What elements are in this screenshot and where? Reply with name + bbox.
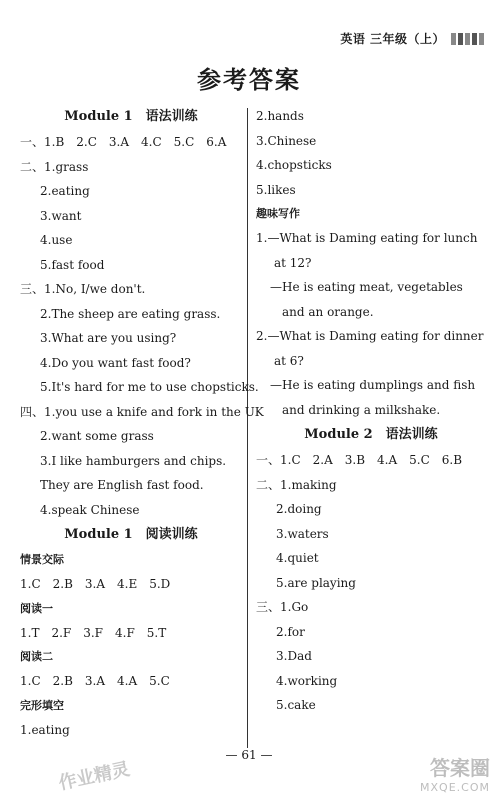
header-decoration: [451, 33, 484, 45]
cloze-first: 1.eating: [20, 722, 70, 737]
r-part3-2: 2.for: [276, 624, 305, 639]
r-part2-3: 3.waters: [276, 526, 329, 541]
watermark-left: 作业精灵: [56, 758, 132, 795]
r-part2-5: 5.are playing: [276, 575, 356, 590]
watermark-right: [420, 752, 490, 794]
page-header: [340, 30, 484, 47]
r-part3-5: 5.cake: [276, 698, 316, 712]
page-number: — 61 —: [225, 748, 273, 762]
l-part4-2: 2.want some grass: [40, 429, 154, 443]
l-part3-2: 2.The sheep are eating grass.: [40, 306, 221, 321]
page-title: 参考答案: [197, 66, 301, 94]
reading1-heading: 阅读一: [20, 601, 53, 615]
reading1-answers: 1.T 2.F 3.F 4.F 5.T: [20, 625, 167, 640]
r-part2-4: 4.quiet: [276, 551, 319, 565]
part-label: 一、: [256, 453, 281, 467]
answer-item: 1.you use a knife and fork in the UK: [44, 404, 264, 419]
part-label: 四、: [20, 404, 45, 419]
writing-heading: 趣味写作: [256, 207, 300, 220]
l-part3-5: 5.It's hard for me to use chopsticks.: [40, 380, 259, 394]
answer-item: 1.grass: [44, 159, 89, 174]
l-part2-3: 3.want: [40, 208, 82, 223]
part-label: 一、: [20, 135, 45, 149]
cloze-2: 2.hands: [256, 109, 304, 123]
header-title: 英语 三年级（上）: [340, 32, 445, 46]
situational-heading: 情景交际: [20, 553, 64, 566]
answer-item: 1.making: [280, 477, 337, 492]
reading2-heading: 阅读二: [20, 650, 53, 663]
answers: 1.C 2.A 3.B 4.A 5.C 6.B: [280, 453, 463, 467]
part-label: 二、: [256, 477, 281, 492]
watermark-logo-text: 答案圈: [430, 756, 490, 780]
cloze-heading: 完形填空: [20, 698, 64, 712]
answer-item: 1.Go: [280, 600, 309, 614]
part-label: 二、: [20, 159, 45, 174]
writing-q1: 1.—What is Daming eating for lunch at 12?: [256, 231, 478, 270]
cloze-5: 5.likes: [256, 182, 296, 197]
part-label: 三、: [20, 282, 45, 296]
answers: 1.B 2.C 3.A 4.C 5.C 6.A: [44, 135, 227, 149]
right-column: [256, 104, 486, 718]
writing-a1: —He is eating meat, vegetables and an orange.: [270, 280, 463, 319]
writing-a2: —He is eating dumplings and fish and drinking a milkshake.: [270, 378, 476, 417]
r-part2-1: [256, 473, 486, 498]
watermark-url: MXQE.COM: [420, 781, 490, 794]
cloze-4: 4.chopsticks: [256, 158, 332, 172]
r-part2-2: 2.doing: [276, 502, 322, 516]
module1-reading-title: Module 1 阅读训练: [64, 527, 198, 542]
l-part4-3: 3.I like hamburgers and chips. They are English fast food.: [40, 453, 227, 492]
l-part2-5: 5.fast food: [40, 257, 105, 272]
module1-grammar-title: Module 1 语法训练: [64, 109, 198, 124]
module2-grammar-title: Module 2 语法训练: [304, 427, 438, 442]
cloze-3: 3.Chinese: [256, 133, 317, 148]
r-part3-3: 3.Dad: [276, 649, 312, 663]
r-part3-1: [256, 595, 486, 620]
l-part4-4: 4.speak Chinese: [40, 502, 140, 517]
l-part3-1: [20, 277, 242, 302]
part-label: 三、: [256, 600, 281, 614]
l-part4-1: [20, 400, 264, 425]
l-part2-4: 4.use: [40, 233, 73, 247]
reading2-answers: 1.C 2.B 3.A 4.A 5.C: [20, 674, 170, 688]
situational-answers: 1.C 2.B 3.A 4.E 5.D: [20, 577, 171, 591]
answer-item: 1.No, I/we don't.: [44, 282, 146, 296]
writing-q2: 2.—What is Daming eating for dinner at 6?: [256, 329, 484, 368]
l-part1: [20, 130, 242, 155]
l-part3-3: 3.What are you using?: [40, 331, 177, 345]
left-column: [20, 104, 264, 742]
r-part3-4: 4.working: [276, 673, 338, 688]
column-divider: [247, 108, 248, 748]
r-part1: [256, 448, 486, 473]
l-part2-2: 2.eating: [40, 184, 90, 198]
l-part2-1: [20, 155, 242, 180]
l-part3-4: 4.Do you want fast food?: [40, 355, 191, 370]
